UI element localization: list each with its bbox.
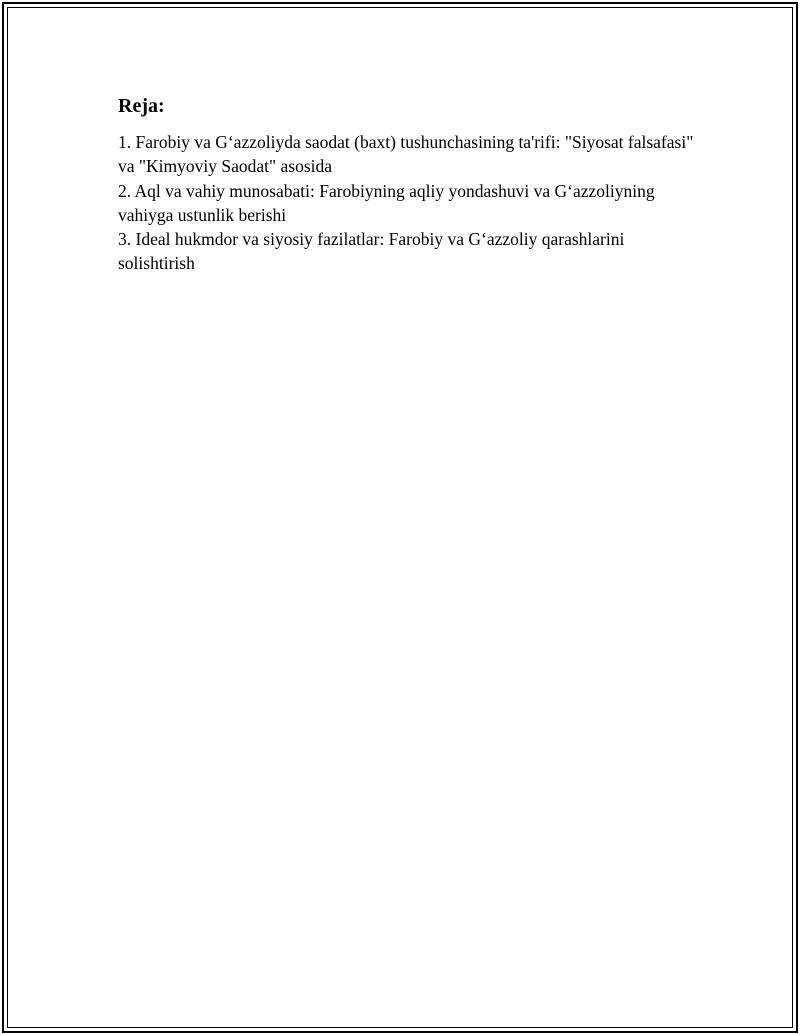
plan-heading: Reja: — [118, 95, 165, 117]
document-content — [118, 93, 698, 276]
plan-item-1: 1. Farobiy va G‘azzoliyda saodat (baxt) tushunchasining ta'rifi: "Siyosat falsafasi" va "Kimyoviy Saodat" asosida — [118, 132, 694, 177]
plan-item-2: 2. Aql va vahiy munosabati: Farobiyning aqliy yondashuvi va G‘azzoliyning vahiyga ustunlik berishi — [118, 180, 655, 225]
plan-list — [118, 130, 698, 276]
plan-item-3: 3. Ideal hukmdor va siyosiy fazilatlar: Farobiy va G‘azzoliy qarashlarini solishtirish — [118, 229, 625, 274]
